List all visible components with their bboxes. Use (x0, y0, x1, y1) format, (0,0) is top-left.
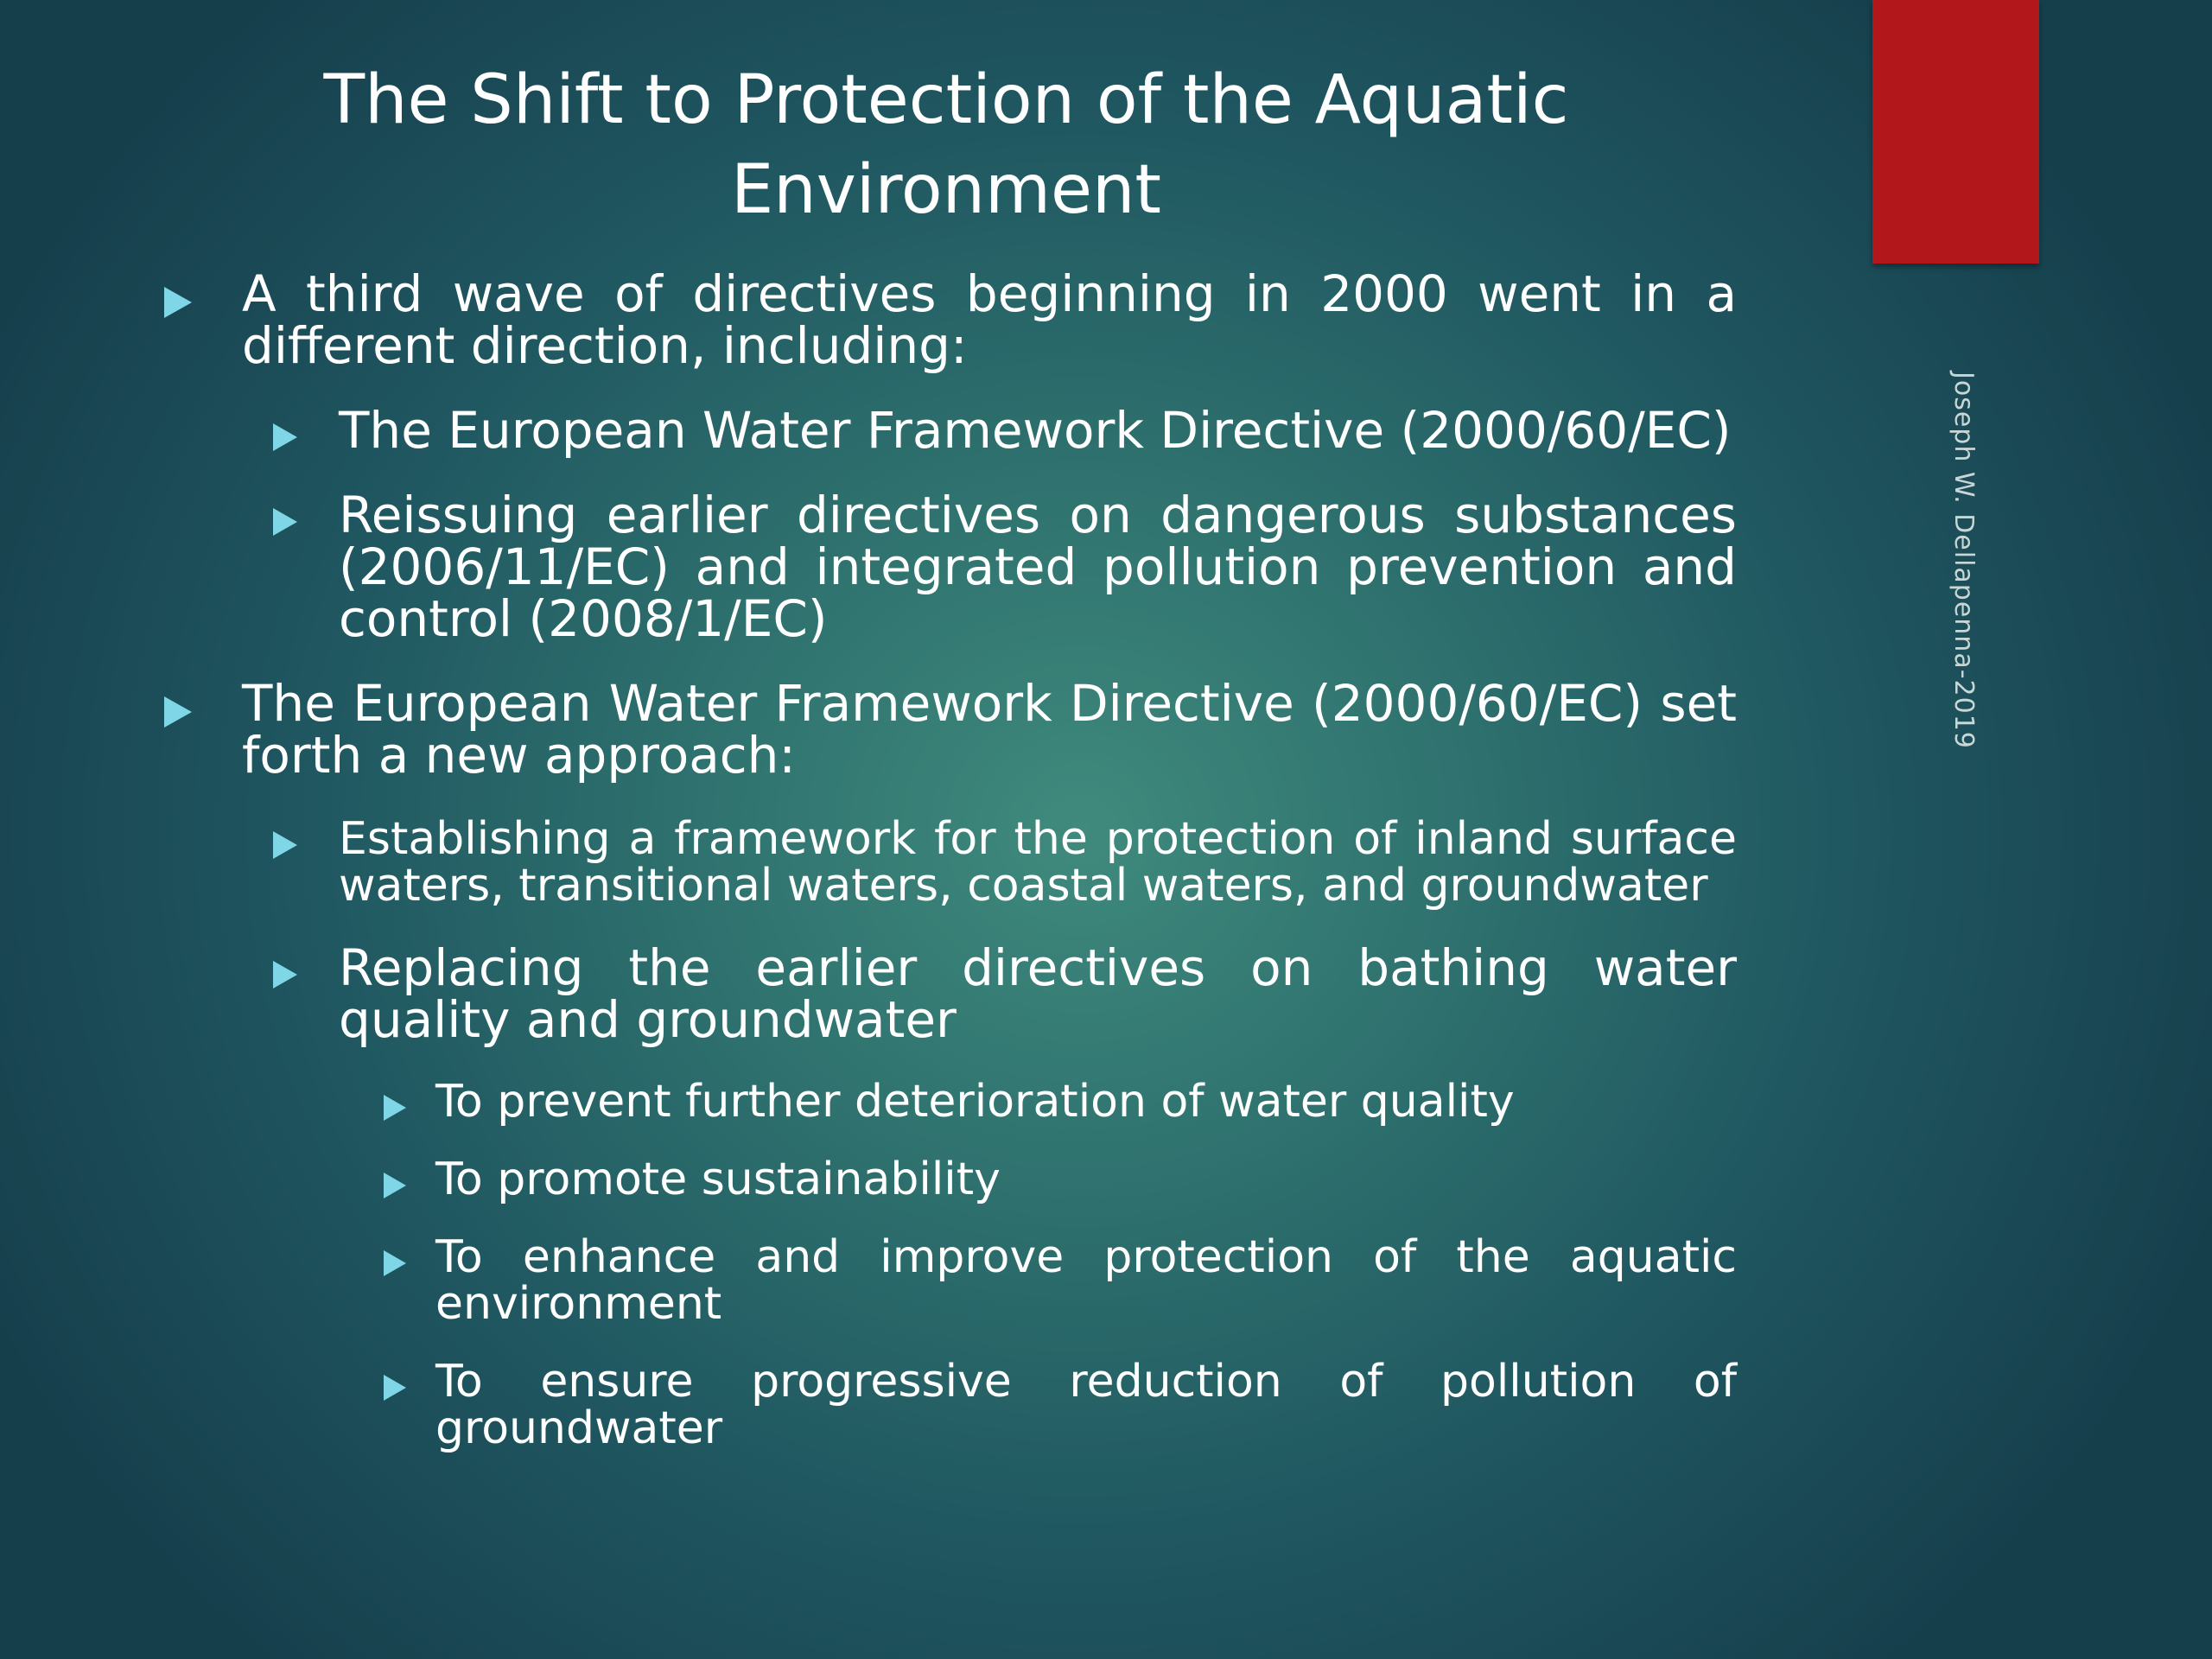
bullet-text: To prevent further deterioration of water quality (435, 1076, 1515, 1128)
bullet-item (156, 264, 1737, 375)
bullet-text: To ensure progressive reduction of pollution of groundwater (435, 1356, 1737, 1454)
bullet-item (156, 1358, 1737, 1452)
bullet-item (156, 1156, 1737, 1203)
bullet-item (156, 401, 1737, 460)
bullet-item (156, 1231, 1737, 1330)
bullet-text: To enhance and improve protection of the aquatic environment (435, 1231, 1737, 1330)
triangle-right-icon (384, 1095, 406, 1121)
triangle-right-icon (273, 831, 297, 859)
accent-tab (1872, 0, 2039, 264)
bullet-text: The European Water Framework Directive (2000/60/EC) (339, 401, 1732, 460)
bullet-text: Reissuing earlier directives on dangerous substances (2006/11/EC) and integrated pollution prevention and control (2008/1/EC) (339, 486, 1737, 648)
bullet-text: Replacing the earlier directives on bathing water quality and groundwater (339, 938, 1737, 1049)
triangle-right-icon (164, 696, 192, 728)
bullet-item (156, 938, 1737, 1049)
triangle-right-icon (273, 423, 297, 451)
bullet-text: To promote sustainability (435, 1154, 1001, 1205)
bullet-list (156, 264, 1737, 1454)
triangle-right-icon (384, 1375, 406, 1401)
triangle-right-icon (273, 508, 297, 536)
bullet-item (156, 674, 1737, 785)
side-credit: Joseph W. Dellapenna-2019 (1948, 372, 1979, 749)
bullet-text: Establishing a framework for the protection of inland surface waters, transitional waters, coastal waters, and groundwater (339, 813, 1737, 912)
bullet-item (156, 1076, 1737, 1128)
triangle-right-icon (164, 287, 192, 318)
slide-title: The Shift to Protection of the Aquatic Environment (323, 61, 1569, 229)
triangle-right-icon (384, 1250, 406, 1276)
triangle-right-icon (273, 961, 297, 988)
bullet-item (156, 486, 1737, 648)
bullet-item (156, 813, 1737, 912)
bullet-text: The European Water Framework Directive (2000/60/EC) set forth a new approach: (242, 674, 1737, 785)
triangle-right-icon (384, 1173, 406, 1198)
bullet-text: A third wave of directives beginning in 2000 went in a different direction, including: (242, 264, 1737, 375)
